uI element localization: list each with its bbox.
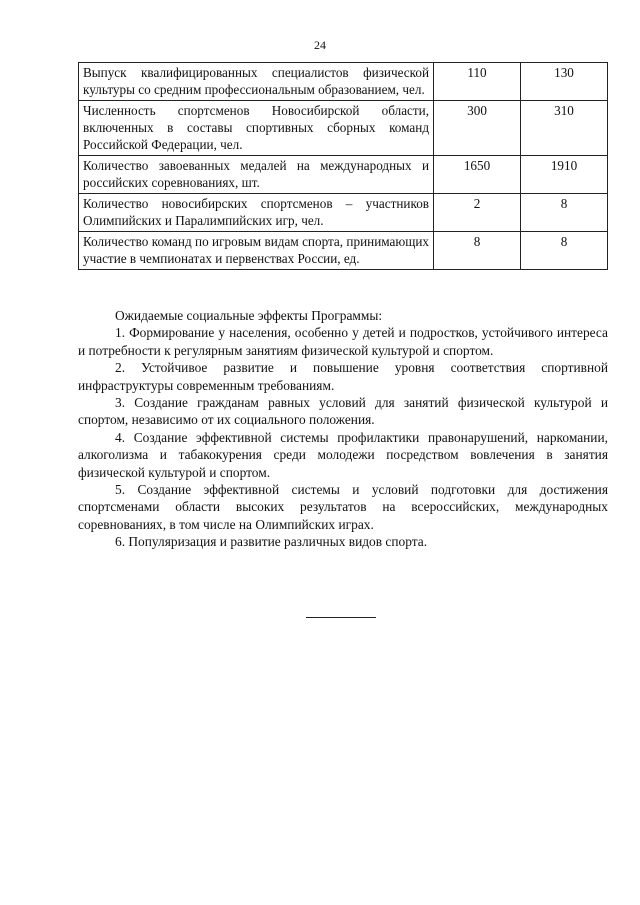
effect-item: 1. Формирование у населения, особенно у детей и подростков, устойчивого интереса и потребности к регулярным занятиям физической культурой и спортом. [78,325,608,358]
indicator-name: Выпуск квалифицированных специалистов физической культуры со средним профессиональным образованием, чел. [79,63,434,101]
closing-divider [306,617,376,618]
indicator-name: Количество команд по игровым видам спорта, принимающих участие в чемпионатах и первенствах России, ед. [79,232,434,270]
indicator-value-1: 110 [434,63,521,101]
effect-item: 6. Популяризация и развитие различных видов спорта. [115,534,428,550]
indicator-value-2: 130 [521,63,608,101]
indicator-value-2: 310 [521,101,608,156]
indicator-value-1: 1650 [434,156,521,194]
effect-item: 3. Создание гражданам равных условий для занятий физической культурой и спортом, независимо от их социального положения. [78,395,608,428]
indicator-value-2: 8 [521,194,608,232]
table-row [79,63,608,101]
table-row [79,156,608,194]
indicator-value-2: 1910 [521,156,608,194]
indicator-value-1: 2 [434,194,521,232]
indicator-value-1: 300 [434,101,521,156]
table-row [79,194,608,232]
table-row [79,101,608,156]
indicators-table [78,62,608,270]
effect-item: 5. Создание эффективной системы и условий подготовки для достижения спортсменами области высоких результатов на всероссийских, международных соревнованиях, в том числе на Олимпийских играх. [78,482,608,532]
effects-heading: Ожидаемые социальные эффекты Программы: [115,308,383,323]
indicator-name: Численность спортсменов Новосибирской области, включенных в составы спортивных сборных команд Российской Федерации, чел. [79,101,434,156]
table-row [79,232,608,270]
indicator-value-1: 8 [434,232,521,270]
indicator-name: Количество новосибирских спортсменов – участников Олимпийских и Паралимпийских игр, чел. [79,194,434,232]
social-effects-section [78,307,608,551]
effect-item: 4. Создание эффективной системы профилактики правонарушений, наркомании, алкоголизма и табакокурения среди молодежи посредством вовлечения в занятия физической культурой и спортом. [78,429,608,480]
indicator-name: Количество завоеванных медалей на международных и российских соревнованиях, шт. [79,156,434,194]
indicator-value-2: 8 [521,232,608,270]
page-number: 24 [314,38,326,52]
effect-item: 2. Устойчивое развитие и повышение уровня соответствия спортивной инфраструктуры современным требованиям. [78,360,608,393]
